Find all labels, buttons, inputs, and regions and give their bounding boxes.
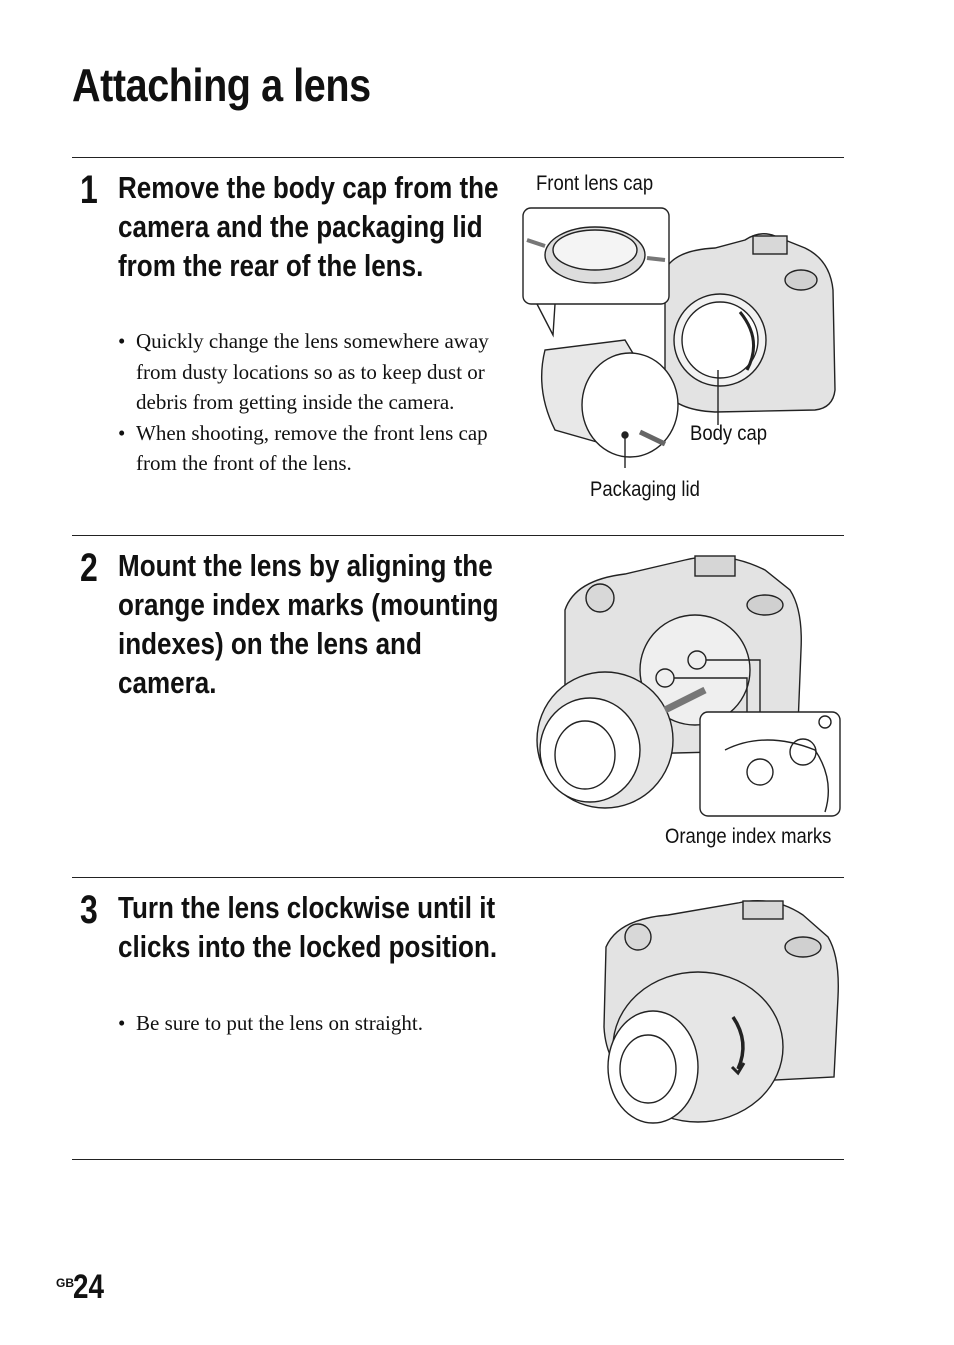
bullet-item: • Be sure to put the lens on straight.	[118, 1008, 498, 1039]
step-heading: Remove the body cap from the camera and the packaging lid from the rear of the lens.	[118, 170, 499, 283]
bullet-list	[118, 326, 498, 479]
section-divider	[72, 1159, 844, 1160]
section-divider	[72, 877, 844, 878]
label-front-lens-cap: Front lens cap	[536, 172, 654, 195]
step-number: 2	[80, 546, 98, 590]
region-code: GB	[56, 1276, 74, 1290]
section-divider	[72, 157, 844, 158]
step-number: 1	[80, 168, 98, 212]
page-title: Attaching a lens	[72, 59, 371, 111]
step-heading: Turn the lens clockwise until it clicks into the locked position.	[118, 890, 498, 964]
bullet-list	[118, 1008, 498, 1039]
step-number: 3	[80, 888, 98, 932]
bullet-item: • Quickly change the lens somewhere away from dusty locations so as to keep dust or debris from getting inside the camera.	[118, 326, 498, 418]
label-body-cap: Body cap	[690, 422, 768, 445]
bullet-item: • When shooting, remove the front lens cap from the front of the lens.	[118, 418, 498, 479]
label-packaging-lid: Packaging lid	[590, 478, 700, 501]
illustration-turn-lens-clockwise	[598, 897, 843, 1129]
section-divider	[72, 535, 844, 536]
illustration-align-index-marks	[535, 550, 845, 820]
step-heading: Mount the lens by aligning the orange index marks (mounting indexes) on the lens and camera.	[118, 548, 499, 700]
page-number: 24	[73, 1268, 105, 1306]
label-orange-index-marks: Orange index marks	[665, 825, 832, 848]
illustration-remove-caps	[515, 200, 845, 470]
